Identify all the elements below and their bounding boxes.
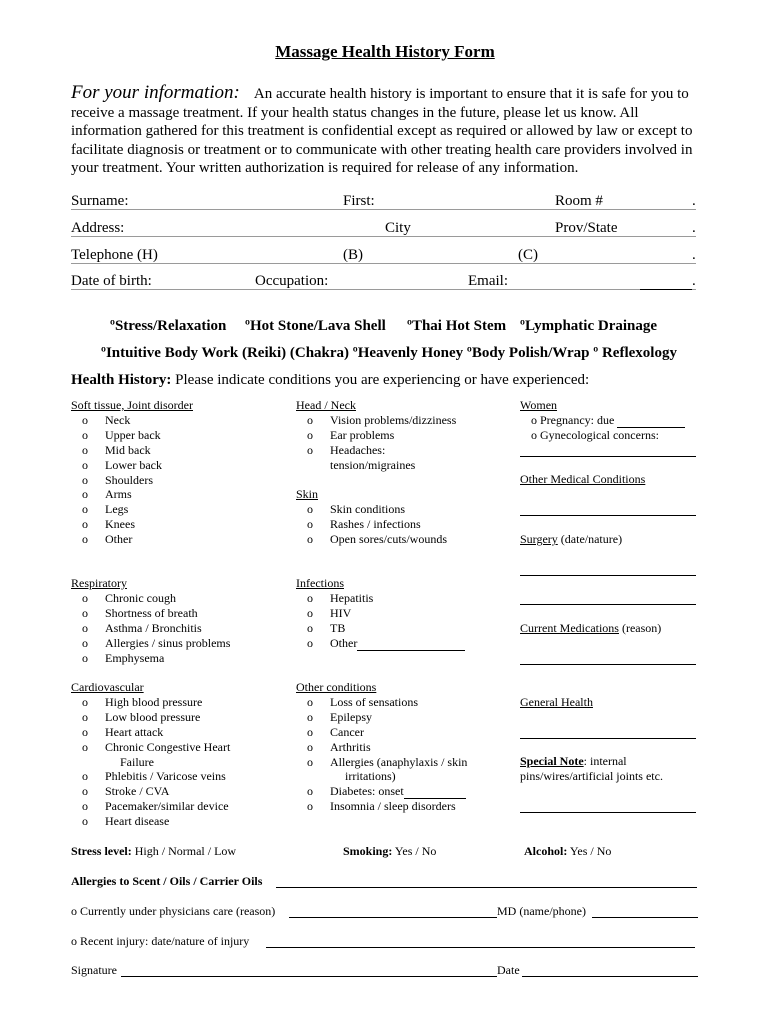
item-label: Arthritis	[330, 739, 371, 754]
alcohol-options[interactable]: Yes / No	[569, 844, 612, 858]
item-label: Allergies / sinus problems	[105, 635, 231, 650]
health-history-header	[71, 372, 589, 389]
item-label: Headaches:	[330, 442, 386, 457]
women-heading: Women	[520, 398, 558, 412]
checkbox-bullet-icon: o	[82, 620, 88, 635]
checkbox-bullet-icon: o	[307, 501, 313, 516]
special-note-line[interactable]	[520, 812, 696, 813]
item-label: Asthma / Bronchitis	[105, 620, 202, 635]
item-label: Gynecological concerns:	[540, 427, 659, 442]
service-hot-stone[interactable]: ºHot Stone/Lava Shell	[245, 318, 386, 334]
women-section	[520, 398, 700, 443]
dob-line[interactable]	[71, 289, 696, 290]
item-label: Other	[105, 532, 133, 547]
medications-line[interactable]	[520, 664, 696, 665]
email-underline	[640, 289, 692, 290]
services-row-2[interactable]: ºIntuitive Body Work (Reiki) (Chakra) ºHeavenly Honey ºBody Polish/Wrap º Reflexology	[101, 345, 677, 361]
item-label: Emphysema	[105, 650, 165, 665]
checkbox-item[interactable]	[71, 725, 286, 740]
special-note-heading: Special Note	[520, 754, 584, 768]
checkbox-item[interactable]	[71, 799, 286, 814]
checkbox-bullet-icon: o	[82, 784, 88, 799]
soft-tissue-heading: Soft tissue, Joint disorder	[71, 398, 193, 412]
special-note-section	[520, 754, 700, 784]
checkbox-item[interactable]	[71, 621, 286, 636]
pregnancy-due-line[interactable]	[617, 415, 685, 428]
surname-label: Surname:	[71, 193, 129, 209]
surgery-line-1[interactable]	[520, 575, 696, 576]
item-label: TB	[330, 620, 346, 635]
checkbox-bullet-icon: o	[307, 784, 313, 799]
head-neck-section	[296, 398, 506, 473]
checkbox-bullet-icon: o	[307, 531, 313, 546]
service-lymphatic-drainage[interactable]: ºLymphatic Drainage	[520, 318, 658, 334]
item-label: High blood pressure	[105, 694, 203, 709]
general-health-heading: General Health	[520, 695, 593, 709]
checkbox-bullet-icon: o	[82, 502, 88, 517]
md-line[interactable]	[592, 917, 698, 918]
checkbox-item[interactable]	[296, 443, 506, 458]
checkbox-item[interactable]	[296, 636, 506, 651]
checkbox-item[interactable]	[71, 532, 286, 547]
allergies-line[interactable]	[276, 887, 697, 888]
item-label: Mid back	[105, 442, 151, 457]
checkbox-item[interactable]	[71, 769, 286, 784]
checkbox-bullet-icon: o	[82, 457, 88, 472]
checkbox-bullet-icon: o	[82, 814, 88, 829]
dob-label: Date of birth:	[71, 273, 152, 289]
injury-label: o Recent injury: date/nature of injury	[71, 934, 250, 948]
telephone-h-label: Telephone (H)	[71, 247, 158, 263]
checkbox-item[interactable]	[71, 695, 286, 710]
checkbox-item[interactable]	[296, 591, 506, 606]
item-label: Chronic Congestive Heart	[105, 739, 231, 754]
checkbox-bullet-icon: o	[307, 709, 313, 724]
item-continuation: Failure	[120, 754, 154, 769]
occupation-label: Occupation:	[255, 273, 329, 289]
checkbox-bullet-icon: o	[82, 532, 88, 547]
item-label: Arms	[105, 487, 132, 502]
item-label: Diabetes: onset	[330, 784, 404, 799]
checkbox-item[interactable]	[71, 591, 286, 606]
checkbox-item[interactable]	[296, 784, 506, 799]
item-label: Heart attack	[105, 724, 164, 739]
checkbox-item[interactable]	[71, 502, 286, 517]
item-label: Loss of sensations	[330, 694, 418, 709]
other-medical-heading: Other Medical Conditions	[520, 472, 646, 486]
checkbox-bullet-icon: o	[82, 739, 88, 754]
prov-period: .	[692, 220, 696, 236]
checkbox-item[interactable]	[296, 517, 506, 532]
first-label: First:	[343, 193, 375, 209]
checkbox-bullet-icon: o	[82, 635, 88, 650]
item-label: Insomnia / sleep disorders	[330, 799, 456, 814]
checkbox-bullet-icon: o	[82, 427, 88, 442]
skin-heading: Skin	[296, 487, 319, 501]
checkbox-bullet-icon: o	[82, 769, 88, 784]
general-health-section	[520, 695, 700, 710]
checkbox-item[interactable]	[71, 814, 286, 829]
checkbox-item[interactable]	[296, 695, 506, 710]
checkbox-item[interactable]	[71, 443, 286, 458]
service-stress-relaxation[interactable]: ºStress/Relaxation	[110, 318, 227, 334]
checkbox-item[interactable]	[296, 532, 506, 547]
item-label: Phlebitis / Varicose veins	[105, 769, 226, 784]
checkbox-item[interactable]	[71, 740, 286, 755]
room-label: Room #	[555, 193, 603, 209]
medications-section	[520, 621, 700, 636]
prov-state-label: Prov/State	[555, 220, 618, 236]
checkbox-bullet-icon: o	[307, 605, 313, 620]
physician-reason-line[interactable]	[289, 917, 497, 918]
checkbox-bullet-icon: o	[307, 739, 313, 754]
item-label: Hepatitis	[330, 590, 374, 605]
checkbox-item[interactable]	[71, 458, 286, 473]
checkbox-bullet-icon: o	[82, 442, 88, 457]
checkbox-item[interactable]	[520, 428, 700, 443]
special-note-line2: pins/wires/artificial joints etc.	[520, 768, 663, 783]
surname-line[interactable]	[71, 209, 696, 210]
checkbox-bullet-icon: o	[82, 472, 88, 487]
soft-tissue-section	[71, 398, 286, 547]
alcohol-label: Alcohol:	[524, 844, 568, 858]
other-conditions-section	[296, 680, 506, 814]
checkbox-bullet-icon: o	[307, 620, 313, 635]
item-continuation: irritations)	[345, 769, 396, 784]
checkbox-item[interactable]	[296, 710, 506, 725]
checkbox-item[interactable]	[296, 621, 506, 636]
checkbox-item[interactable]	[71, 413, 286, 428]
item-label: Rashes / infections	[330, 516, 421, 531]
item-label: Shortness of breath	[105, 605, 198, 620]
checkbox-item[interactable]	[71, 784, 286, 799]
health-history-text: Please indicate conditions you are experiencing or have experienced:	[175, 372, 590, 388]
checkbox-bullet-icon: o	[531, 412, 537, 427]
item-label: Pacemaker/similar device	[105, 799, 229, 814]
item-continuation: tension/migraines	[330, 457, 416, 472]
checkbox-item[interactable]	[71, 473, 286, 488]
checkbox-bullet-icon: o	[82, 412, 88, 427]
checkbox-bullet-icon: o	[531, 427, 537, 442]
checkbox-bullet-icon: o	[307, 516, 313, 531]
allergies-text: Allergies to Scent / Oils / Carrier Oils	[71, 874, 263, 888]
other-medical-section	[520, 472, 700, 487]
medications-heading: Current Medications	[520, 621, 619, 635]
telephone-b-label: (B)	[343, 247, 363, 263]
page-title: Massage Health History Form	[275, 42, 495, 61]
infections-heading: Infections	[296, 576, 344, 590]
item-label: Allergies (anaphylaxis / skin	[330, 754, 468, 769]
checkbox-bullet-icon: o	[307, 799, 313, 814]
other-medical-line[interactable]	[520, 515, 696, 516]
physician-label: o Currently under physicians care (reason)	[71, 904, 276, 918]
item-label: Neck	[105, 412, 131, 427]
checkbox-item[interactable]	[296, 725, 506, 740]
checkbox-item[interactable]	[71, 651, 286, 666]
checkbox-bullet-icon: o	[307, 427, 313, 442]
diabetes-onset-line[interactable]	[404, 786, 466, 799]
telephone-period: .	[692, 247, 696, 263]
item-label: Upper back	[105, 427, 161, 442]
item-label: Cancer	[330, 724, 364, 739]
checkbox-bullet-icon: o	[82, 799, 88, 814]
item-label: Skin conditions	[330, 501, 406, 516]
signature-line[interactable]	[121, 976, 497, 977]
item-label: Ear problems	[330, 427, 395, 442]
checkbox-bullet-icon: o	[82, 709, 88, 724]
checkbox-item[interactable]	[71, 487, 286, 502]
email-period: .	[692, 273, 696, 289]
checkbox-bullet-icon: o	[82, 487, 88, 502]
telephone-c-label: (C)	[518, 247, 538, 263]
smoking-options[interactable]: Yes / No	[394, 844, 437, 858]
intro-paragraph	[71, 84, 703, 178]
checkbox-item[interactable]	[71, 428, 286, 443]
checkbox-item[interactable]	[520, 413, 700, 428]
service-thai-hot-stem[interactable]: ºThai Hot Stem	[407, 318, 507, 334]
checkbox-item[interactable]	[71, 517, 286, 532]
intro-text: An accurate health history is important to ensure that it is safe for you to receive a massage treatment. If your health status changes in the future, please let us know. All information gathered for this treatment is confidential except as required or allowed by law or except to facilitate diagnosis or treatment or to communicate with other treating health care providers involved in your treatment. Your written authorization is required for release of any information.	[71, 86, 693, 177]
cardiovascular-heading: Cardiovascular	[71, 680, 144, 694]
intro-lead: For your information:	[71, 82, 240, 103]
checkbox-bullet-icon: o	[307, 754, 313, 769]
item-label: Lower back	[105, 457, 162, 472]
checkbox-bullet-icon: o	[307, 590, 313, 605]
item-label: Epilepsy	[330, 709, 372, 724]
surgery-heading: Surgery	[520, 532, 558, 546]
checkbox-bullet-icon: o	[307, 442, 313, 457]
item-label: Other	[330, 635, 358, 650]
email-label: Email:	[468, 273, 508, 289]
telephone-line[interactable]	[71, 263, 696, 264]
item-label: Stroke / CVA	[105, 784, 170, 799]
gyno-line[interactable]	[520, 456, 696, 457]
checkbox-item[interactable]	[296, 740, 506, 755]
checkbox-bullet-icon: o	[307, 635, 313, 650]
smoking-row[interactable]	[343, 844, 436, 859]
checkbox-bullet-icon: o	[82, 650, 88, 665]
infections-other-line[interactable]	[357, 638, 465, 651]
other-conditions-heading: Other conditions	[296, 680, 377, 694]
md-label: MD (name/phone)	[497, 904, 586, 918]
checkbox-item[interactable]	[296, 755, 506, 770]
smoking-label: Smoking:	[343, 844, 393, 858]
date-label: Date	[497, 963, 520, 977]
item-label: Pregnancy: due	[540, 412, 615, 427]
item-label: Shoulders	[105, 472, 153, 487]
signature-label: Signature	[71, 963, 117, 977]
respiratory-heading: Respiratory	[71, 576, 127, 590]
stress-label: Stress level:	[71, 844, 132, 858]
room-period: .	[692, 193, 696, 209]
checkbox-bullet-icon: o	[307, 724, 313, 739]
item-label: HIV	[330, 605, 352, 620]
injury-line[interactable]	[266, 947, 695, 948]
checkbox-item[interactable]	[296, 413, 506, 428]
checkbox-bullet-icon: o	[82, 694, 88, 709]
cardiovascular-section	[71, 680, 286, 829]
health-history-label: Health History:	[71, 372, 172, 388]
respiratory-section	[71, 576, 286, 665]
medications-suffix: (reason)	[618, 621, 662, 635]
infections-section	[296, 576, 506, 651]
checkbox-bullet-icon: o	[82, 517, 88, 532]
skin-section	[296, 487, 506, 547]
surgery-section	[520, 532, 700, 547]
checkbox-bullet-icon: o	[307, 412, 313, 427]
alcohol-row[interactable]	[524, 844, 611, 859]
checkbox-item[interactable]	[296, 799, 506, 814]
special-note-text: : internal	[583, 754, 627, 768]
checkbox-bullet-icon: o	[82, 605, 88, 620]
checkbox-item[interactable]	[71, 606, 286, 621]
checkbox-item[interactable]	[296, 428, 506, 443]
item-label: Vision problems/dizziness	[330, 412, 457, 427]
surgery-suffix: (date/nature)	[557, 532, 623, 546]
allergies-label	[71, 874, 262, 889]
item-label: Heart disease	[105, 814, 170, 829]
checkbox-item[interactable]	[71, 636, 286, 651]
item-label: Chronic cough	[105, 590, 176, 605]
item-label: Legs	[105, 502, 129, 517]
checkbox-item[interactable]	[296, 502, 506, 517]
checkbox-bullet-icon: o	[82, 724, 88, 739]
head-neck-heading: Head / Neck	[296, 398, 356, 412]
address-label: Address:	[71, 220, 125, 236]
date-line[interactable]	[522, 976, 698, 977]
item-label: Open sores/cuts/wounds	[330, 531, 447, 546]
checkbox-item[interactable]	[296, 606, 506, 621]
checkbox-bullet-icon: o	[82, 590, 88, 605]
item-label: Low blood pressure	[105, 709, 201, 724]
surgery-line-2[interactable]	[520, 604, 696, 605]
city-label: City	[385, 220, 411, 236]
item-label: Knees	[105, 517, 135, 532]
general-health-line[interactable]	[520, 738, 696, 739]
checkbox-bullet-icon: o	[307, 694, 313, 709]
stress-level-row[interactable]	[71, 844, 236, 859]
stress-options[interactable]: High / Normal / Low	[134, 844, 237, 858]
address-line[interactable]	[71, 236, 696, 237]
checkbox-item[interactable]	[71, 710, 286, 725]
